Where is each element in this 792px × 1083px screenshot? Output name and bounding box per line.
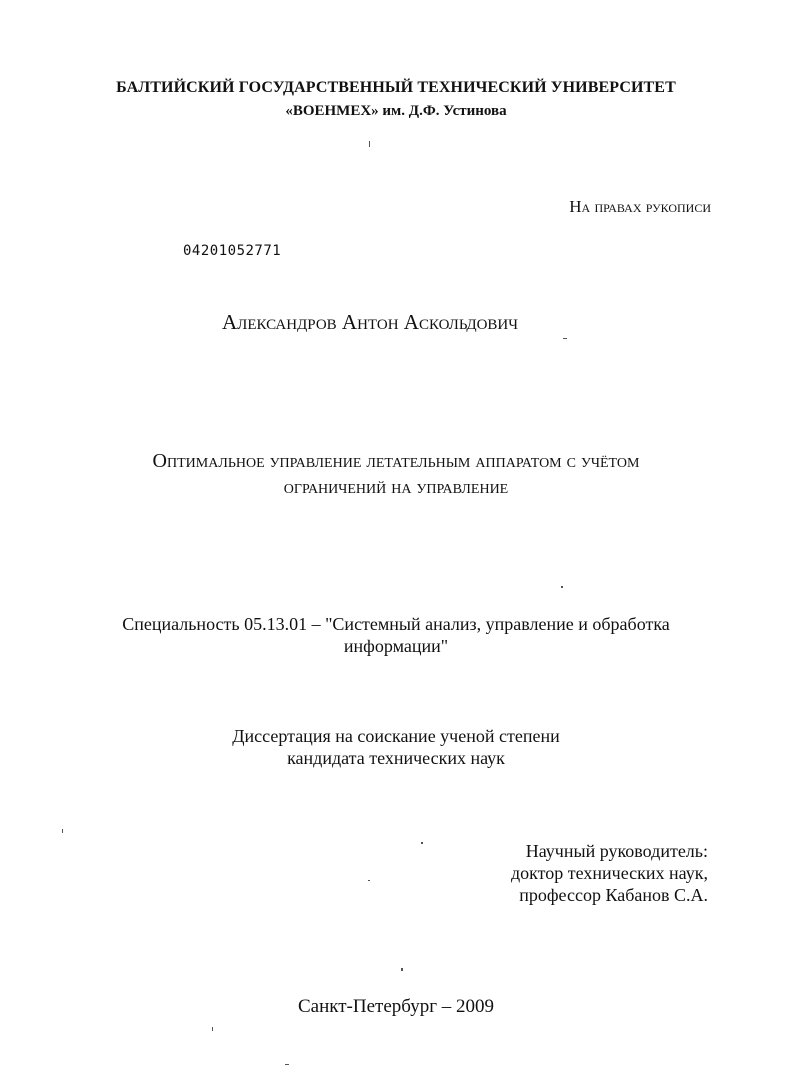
scan-speck [401, 968, 403, 971]
scan-speck [368, 880, 370, 881]
degree-line-1: Диссертация на соискание ученой степени [232, 726, 560, 746]
dissertation-title-line-2: ограничений на управление [283, 476, 509, 498]
scan-speck [285, 1064, 289, 1065]
specialty-line-2: информации" [343, 636, 449, 656]
supervisor-heading: Научный руководитель: [525, 841, 708, 861]
university-subtitle: «ВОЕНМЕХ» им. Д.Ф. Устинова [285, 103, 507, 119]
scan-speck [212, 1027, 213, 1031]
scan-speck [62, 829, 63, 833]
specialty-line-1: Специальность 05.13.01 – "Системный анализ, управление и обработка [122, 614, 670, 634]
scan-speck [561, 586, 563, 588]
author-name: Александров Антон Аскольдович [222, 310, 519, 334]
supervisor-degree: доктор технических наук, [511, 863, 708, 883]
scan-speck [421, 842, 423, 844]
city-year: Санкт-Петербург – 2009 [297, 996, 494, 1017]
degree-line-2: кандидата технических наук [287, 748, 505, 768]
manuscript-rights-note: На правах рукописи [569, 197, 711, 216]
university-name: БАЛТИЙСКИЙ ГОСУДАРСТВЕННЫЙ ТЕХНИЧЕСКИЙ УНИВЕРСИТЕТ [116, 79, 676, 96]
document-code: 04201052771 [183, 243, 282, 259]
supervisor-name: профессор Кабанов С.А. [519, 885, 708, 905]
scan-speck [369, 141, 370, 147]
dissertation-title-line-1: Оптимальное управление летательным аппаратом с учётом [152, 450, 640, 472]
scan-speck [563, 338, 567, 339]
